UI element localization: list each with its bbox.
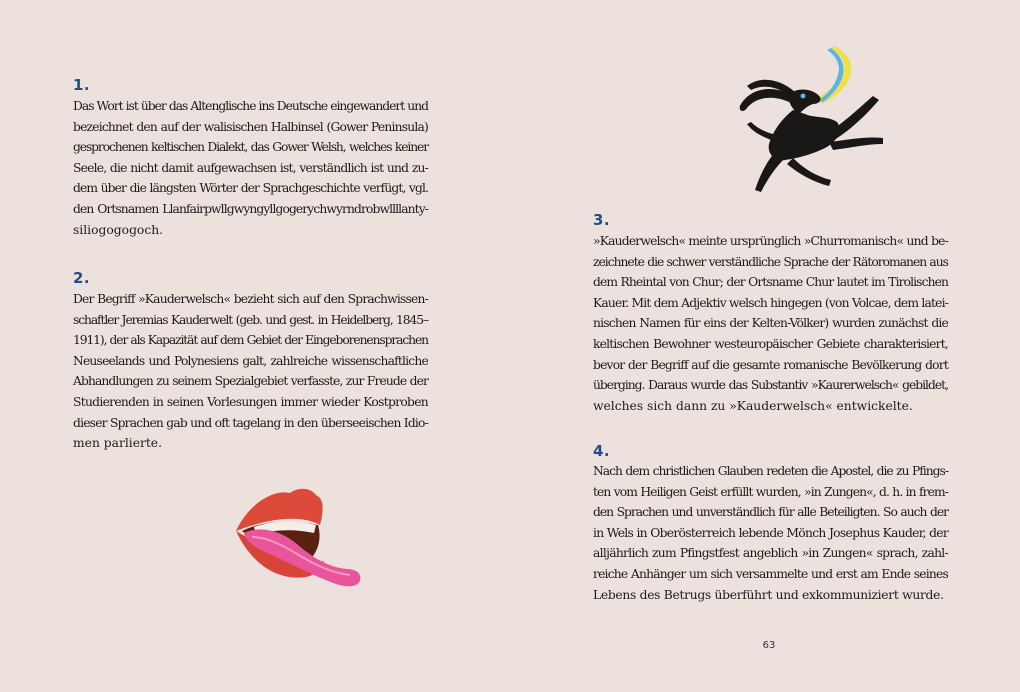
ibex-front-leg-2 xyxy=(829,137,883,150)
section-1-line: dem über die längsten Wörter der Sprachgeschichte verfügt, vgl. xyxy=(73,181,428,196)
section-1-line: Seele, die nicht damit aufgewachsen ist, verständlich ist und zu- xyxy=(73,160,428,175)
section-1-line: den Ortsnamen Llanfairpwllgwyngyllgogerychwyrndrobwllllanty- xyxy=(73,201,428,216)
section-4-line: in Wels in Oberösterreich lebende Mönch Josephus Kauder, der xyxy=(593,525,948,540)
section-3-number: 3. xyxy=(593,211,611,229)
section-1-number: 1. xyxy=(73,76,91,94)
section-3-line: überging. Daraus wurde das Substantiv »Kaurerwelsch« gebildet, xyxy=(593,378,948,393)
section-3-text xyxy=(593,231,948,416)
section-4-number: 4. xyxy=(593,442,611,460)
page-number: 63 xyxy=(762,640,776,651)
section-4-line: Lebens des Betrugs überführt und exkommuniziert wurde. xyxy=(593,587,944,602)
section-4-line: alljährlich zum Pfingstfest angeblich »in Zungen« sprach, zahl- xyxy=(593,546,948,561)
ibex-tail xyxy=(747,122,773,140)
section-3-line: bevor der Begriff auf die gesamte romanische Bevölkerung dort xyxy=(593,357,948,372)
section-2-line: Studierenden in seinen Vorlesungen immer wieder Kostproben xyxy=(73,394,428,409)
section-3-line: dem Rheintal von Chur; der Ortsname Chur lautet im Tirolischen xyxy=(593,275,948,290)
section-4-text xyxy=(593,461,948,605)
mouth-tongue-illustration xyxy=(232,485,366,593)
ibex-front-leg xyxy=(825,96,879,142)
ibex-eye xyxy=(801,94,806,99)
section-1-line: siliogogogoch. xyxy=(73,222,164,237)
section-2-text xyxy=(73,289,428,454)
section-1-line: gesprochenen keltischen Dialekt, das Gower Welsh, welches keiner xyxy=(73,140,428,155)
section-3-line: zeichnete die schwer verständliche Sprache der Rätoromanen aus xyxy=(593,254,948,269)
section-2-line: schaftler Jeremias Kauderwelt (geb. und gest. in Heidelberg, 1845– xyxy=(73,312,428,327)
section-1-line: bezeichnet den auf der walisischen Halbinsel (Gower Peninsula) xyxy=(73,119,428,134)
section-3-line: keltischen Bewohner westeuropäischer Gebiete charakterisiert, xyxy=(593,336,948,351)
section-2-line: Der Begriff »Kauderwelsch« bezieht sich auf den Sprachwissen- xyxy=(73,292,428,306)
section-2-line: dieser Sprachen gab und oft tagelang in den überseeischen Idio- xyxy=(73,415,428,430)
section-4-line: den Sprachen und unverständlich für alle Beteiligten. So auch der xyxy=(593,505,948,520)
section-1-text xyxy=(73,96,428,240)
section-4-line: Nach dem christlichen Glauben redeten die Apostel, die zu Pfings- xyxy=(593,464,948,478)
section-4-line: ten vom Heiligen Geist erfüllt wurden, »in Zungen«, d. h. in frem- xyxy=(593,484,948,499)
section-3-line: Kauer. Mit dem Adjektiv welsch hingegen (von Volcae, dem latei- xyxy=(593,295,949,310)
ibex-tongue-blue xyxy=(819,48,843,102)
section-2-line: 1911), der als Kapazität auf dem Gebiet der Eingeborenensprachen xyxy=(73,333,428,348)
ibex-hind-leg-2 xyxy=(787,158,831,186)
section-3-line: »Kauderwelsch« meinte ursprünglich »Churromanisch« und be- xyxy=(593,234,948,248)
section-2-number: 2. xyxy=(73,269,91,287)
section-2-line: Neuseelands und Polynesiens galt, zahlreiche wissenschaftliche xyxy=(73,353,428,368)
section-3-line: nischen Namen für eins der Kelten-Völker) wurden zunächst die xyxy=(593,316,948,331)
section-2-line: men parlierte. xyxy=(73,436,162,451)
section-2-line: Abhandlungen zu seinem Spezialgebiet verfasste, zur Freude der xyxy=(73,374,428,389)
section-1-line: Das Wort ist über das Altenglische ins Deutsche eingewandert und xyxy=(73,99,428,113)
section-3-line: welches sich dann zu »Kauderwelsch« entwickelte. xyxy=(593,398,913,413)
section-4-line: reiche Anhänger um sich versammelte und erst am Ende seines xyxy=(593,566,948,581)
ibex-hind-leg xyxy=(755,152,785,192)
ibex-illustration xyxy=(733,44,889,196)
